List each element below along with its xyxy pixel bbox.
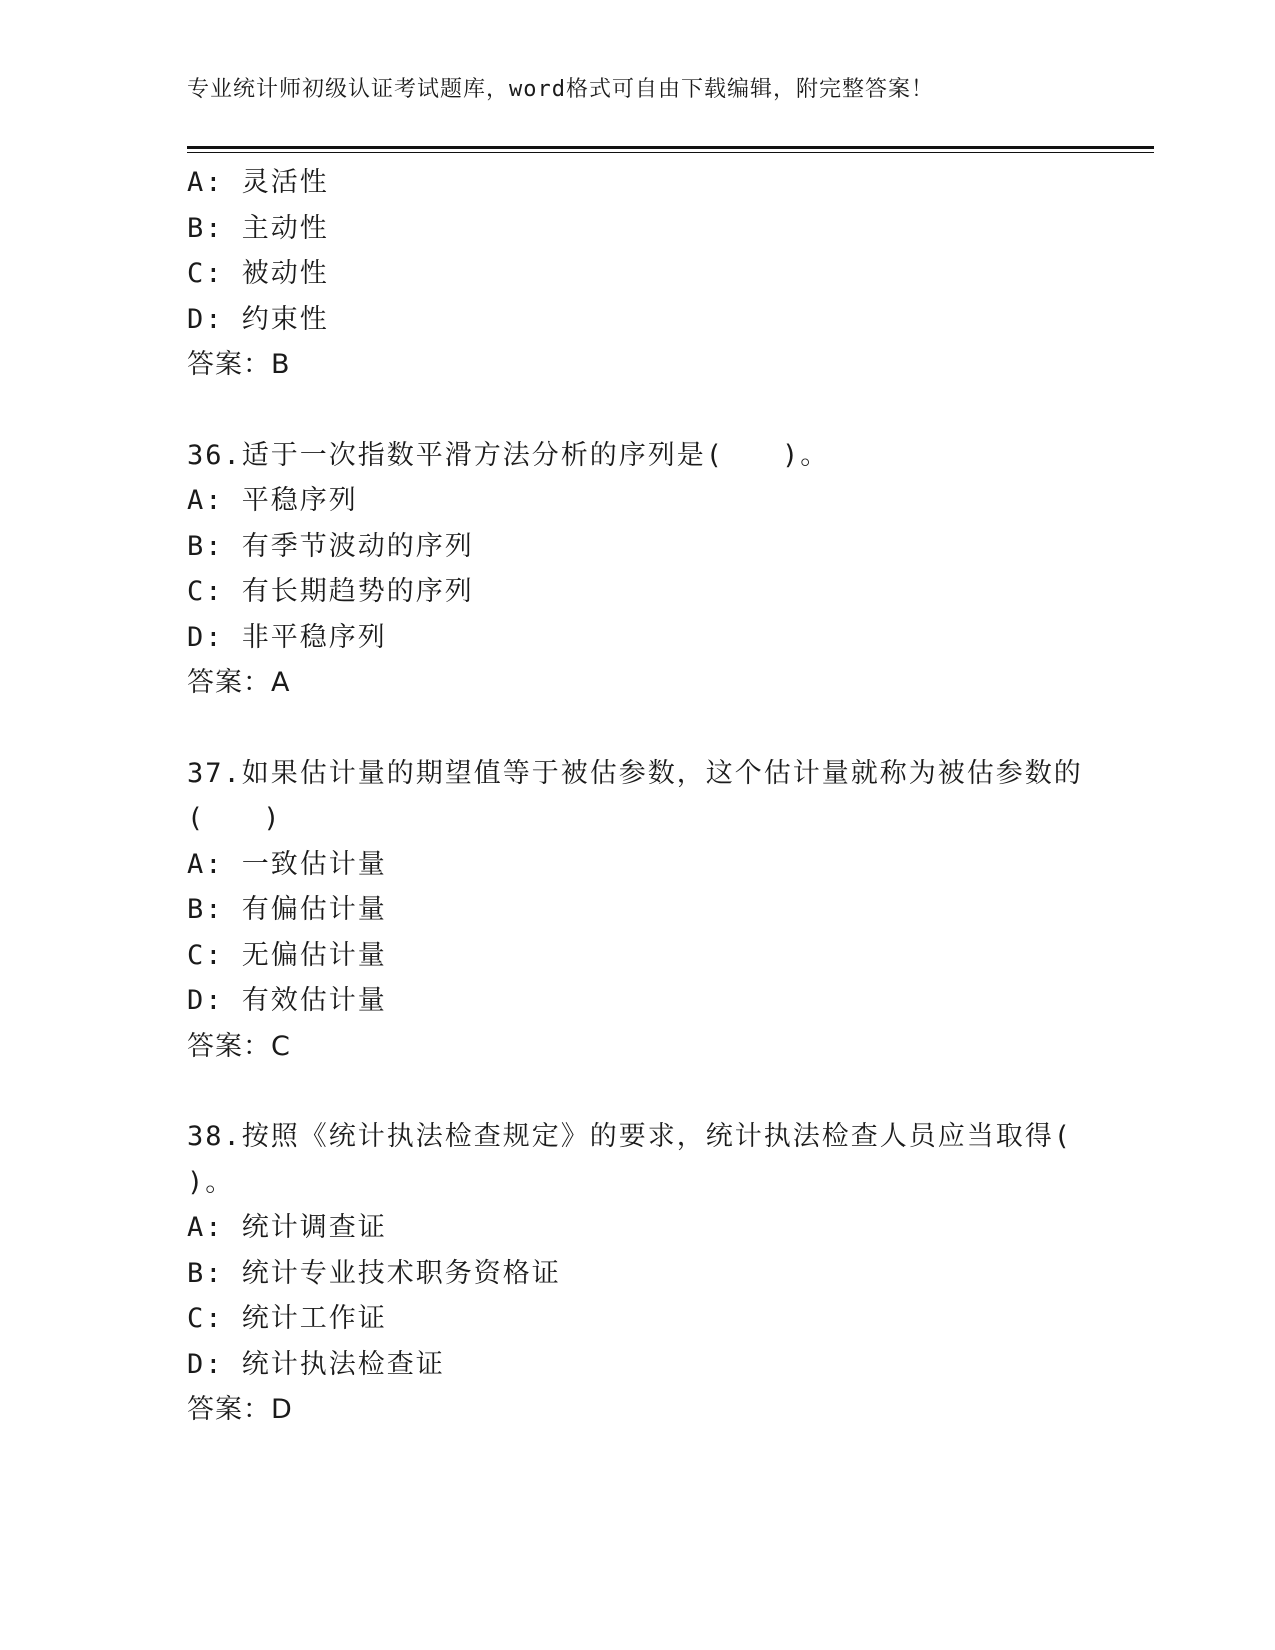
option-b: B: 主动性 <box>187 212 329 244</box>
question-text: 37.如果估计量的期望值等于被估参数，这个估计量就称为被估参数的 <box>187 757 1083 789</box>
option-b: B: 有偏估计量 <box>187 894 387 925</box>
header-rule-thick <box>187 146 1154 149</box>
question-text-continued: )。 <box>187 1166 235 1198</box>
option-b: B: 有季节波动的序列 <box>187 530 474 562</box>
answer-line: 答案：A <box>187 667 291 698</box>
option-c: C: 统计工作证 <box>187 1303 387 1334</box>
option-a: A: 平稳序列 <box>187 485 358 516</box>
question-list <box>187 160 1087 1433</box>
question-block <box>187 160 1087 388</box>
option-d: D: 有效估计量 <box>187 985 387 1016</box>
option-a: A: 一致估计量 <box>187 848 387 880</box>
option-a: A: 统计调查证 <box>187 1212 387 1243</box>
option-d: D: 统计执法检查证 <box>187 1348 445 1380</box>
option-c: C: 有长期趋势的序列 <box>187 576 474 607</box>
option-b: B: 统计专业技术职务资格证 <box>187 1257 561 1289</box>
question-text: 36.适于一次指数平滑方法分析的序列是( )。 <box>187 439 830 471</box>
answer-line: 答案：C <box>187 1030 291 1062</box>
question-text-continued: ( ) <box>187 803 282 834</box>
option-c: C: 被动性 <box>187 258 329 289</box>
option-d: D: 约束性 <box>187 303 329 335</box>
header-rule-thin <box>187 152 1154 153</box>
question-block <box>187 433 1087 706</box>
question-block <box>187 751 1087 1070</box>
option-c: C: 无偏估计量 <box>187 939 387 971</box>
answer-line: 答案：B <box>187 349 291 380</box>
option-a: A: 灵活性 <box>187 167 329 198</box>
question-block <box>187 1114 1087 1433</box>
question-text: 38.按照《统计执法检查规定》的要求，统计执法检查人员应当取得( <box>187 1121 1073 1152</box>
answer-line: 答案：D <box>187 1394 293 1425</box>
option-d: D: 非平稳序列 <box>187 621 387 653</box>
page-header: 专业统计师初级认证考试题库，word格式可自由下载编辑，附完整答案！ <box>187 77 934 102</box>
